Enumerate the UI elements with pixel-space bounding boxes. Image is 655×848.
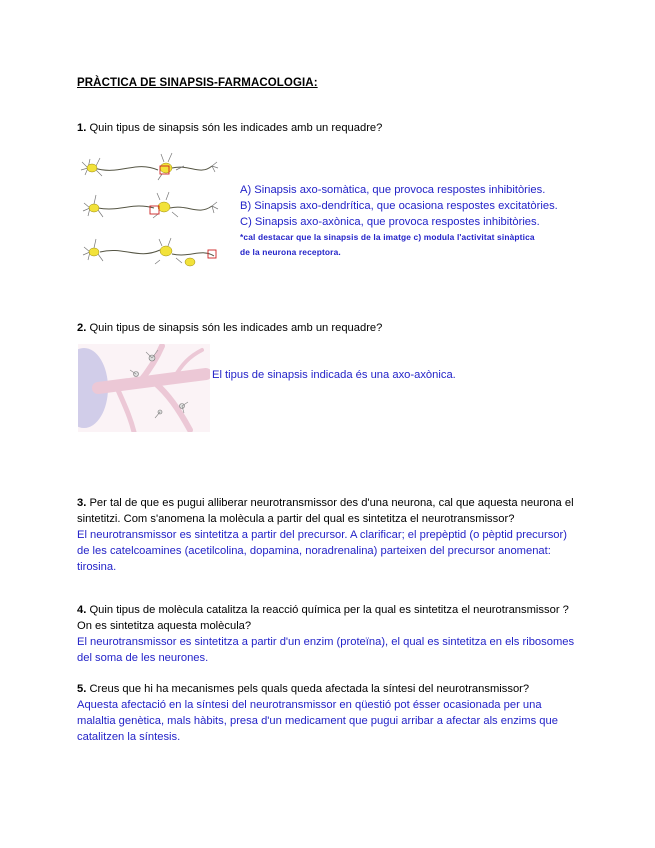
answer-note-line-2: de la neurona receptora. (240, 247, 341, 257)
question-1-text: Quin tipus de sinapsis són les indicades amb un requadre? (86, 122, 383, 134)
question-5-answer: Aquesta afectació en la síntesi del neurotransmissor en qüestió pot ésser ocasionada per una malaltia genètica, mals hàbits, presa d'un medicament que pugui arribar a afectar als enzims que catalitzen la síntesis. (77, 699, 558, 743)
question-4-number: 4. (77, 604, 87, 616)
question-2-text: Quin tipus de sinapsis són les indicades amb un requadre? (86, 322, 383, 334)
question-2 (77, 320, 577, 336)
question-1-answers (240, 182, 600, 260)
question-2-number: 2. (77, 322, 87, 334)
question-4-text: Quin tipus de molècula catalitza la reacció química per la qual es sintetitza el neurotransmissor ? On es sintetitza aquesta molècula? (77, 604, 569, 632)
answer-option-b: B) Sinapsis axo-dendrítica, que ocasiona respostes excitatòries. (240, 200, 558, 212)
neuron-synapses-figure-1 (80, 150, 220, 272)
question-3-answer: El neurotransmissor es sintetitza a partir del precursor. A clarificar; el prepèptid (o pèptid precursor) de les catelcoamines (acetilcolina, dopamina, noradrenalina) parteixen del precursor anomenat: tirosina. (77, 529, 567, 573)
question-3-number: 3. (77, 497, 87, 509)
question-3-text: Per tal de que es pugui alliberar neurotransmissor des d'una neurona, cal que aquesta neurona el sintetitzi. Com s'anomena la molècula a partir del qual es sintetitza el neurotransmissor? (77, 497, 574, 525)
answer-option-a: A) Sinapsis axo-somàtica, que provoca respostes inhibitòries. (240, 184, 546, 196)
question-1-number: 1. (77, 122, 87, 134)
axo-axonic-synapse-figure (78, 344, 210, 432)
question-5-number: 5. (77, 683, 87, 695)
question-3 (77, 495, 577, 575)
answer-option-c: C) Sinapsis axo-axònica, que provoca respostes inhibitòries. (240, 216, 540, 228)
question-4 (77, 602, 577, 666)
question-4-answer: El neurotransmissor es sintetitza a partir d'un enzim (proteïna), el qual es sintetitza en els ribosomes del soma de les neurones. (77, 636, 575, 664)
question-5 (77, 681, 577, 745)
question-5-text: Creus que hi ha mecanismes pels quals queda afectada la síntesi del neurotransmissor? (86, 683, 530, 695)
question-1 (77, 120, 577, 136)
answer-note-line-1: *cal destacar que la sinapsis de la imatge c) modula l'activitat sinàptica (240, 232, 535, 242)
question-2-answer: El tipus de sinapsis indicada és una axo-axònica. (212, 369, 456, 381)
page-title: PRÀCTICA DE SINAPSIS-FARMACOLOGIA: (77, 77, 318, 89)
